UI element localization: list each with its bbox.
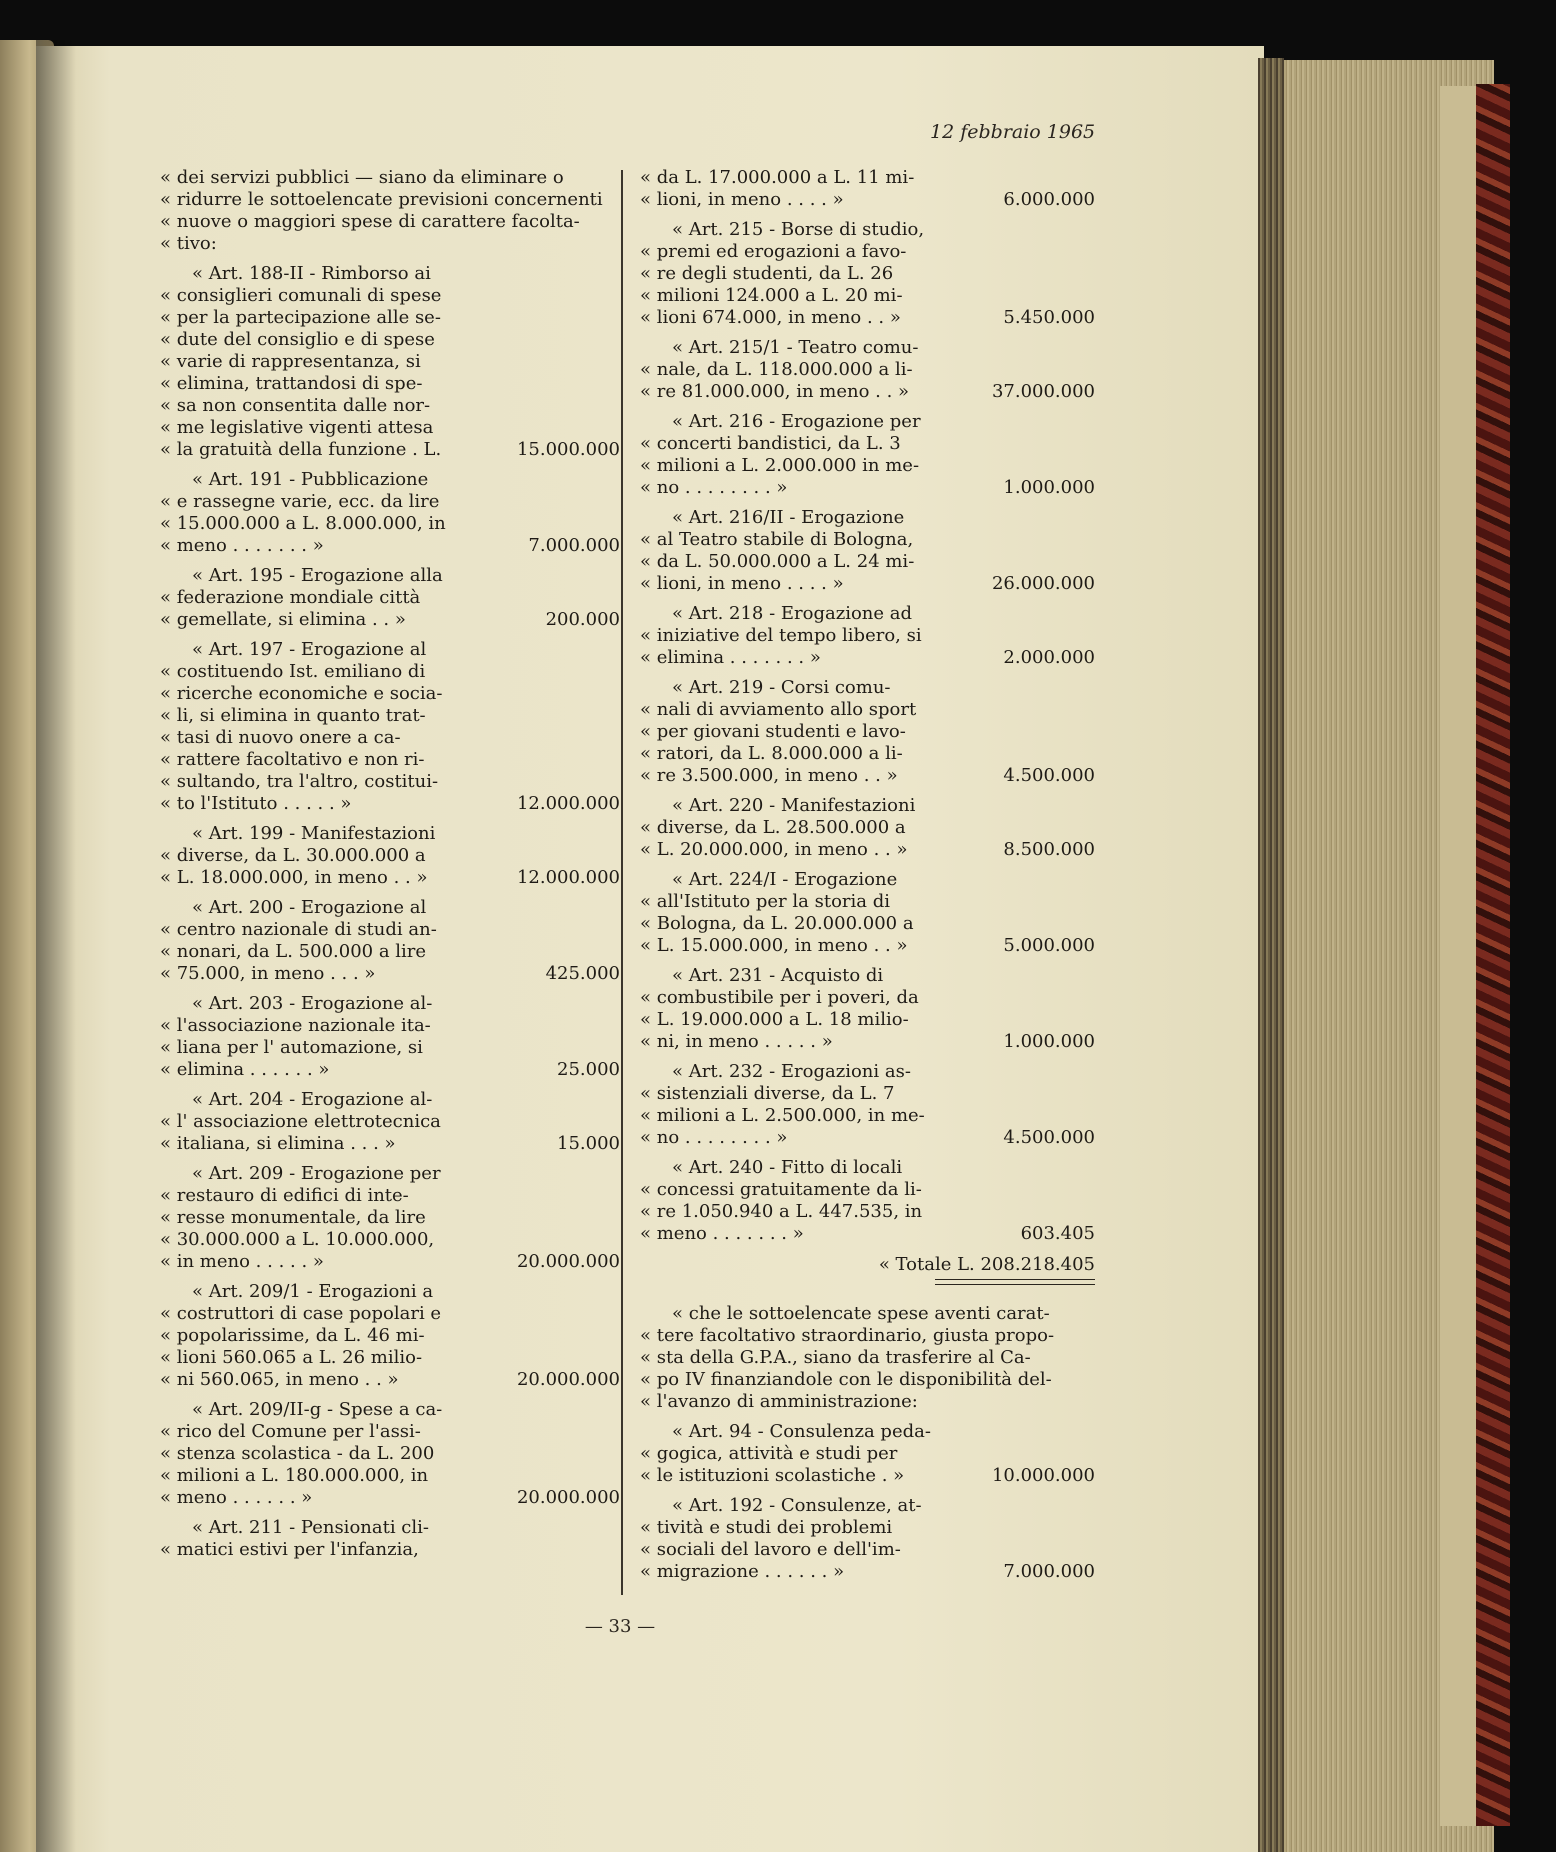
entry-amount: 425.000 (545, 963, 620, 984)
entry-line (160, 1347, 620, 1369)
entry-line (160, 639, 620, 661)
entry-amount: 5.450.000 (1003, 307, 1095, 328)
budget-entry (640, 965, 1095, 1053)
entry-line (640, 839, 1095, 861)
entry-line (640, 337, 1095, 359)
entry-amount: 20.000.000 (516, 1487, 620, 1508)
entry-text: « concessi gratuitamente da li- (640, 1179, 922, 1200)
entry-text: « all'Istituto per la storia di (640, 891, 890, 912)
entry-text: « Art. 204 - Erogazione al- (192, 1089, 433, 1110)
entry-text: « dute del consiglio e di spese (160, 329, 435, 350)
entry-text: « Art. 231 - Acquisto di (672, 965, 884, 986)
entry-text: « Art. 192 - Consulenze, at- (672, 1495, 922, 1516)
entry-text: « re 81.000.000, in meno . . » (640, 381, 910, 402)
entry-text: « meno . . . . . . . » (640, 1223, 804, 1244)
entry-text: « stenza scolastica - da L. 200 (160, 1443, 435, 1464)
entry-line (640, 743, 1095, 765)
entry-text: « Art. 215/1 - Teatro comu- (672, 337, 919, 358)
entry-line (640, 551, 1095, 573)
entry-amount: 20.000.000 (516, 1369, 620, 1390)
page-gutter-shadow (36, 40, 76, 1852)
entry-line (160, 845, 620, 867)
entry-line (160, 661, 620, 683)
entry-line (640, 285, 1095, 307)
budget-entry (640, 1061, 1095, 1149)
entry-text: « elimina . . . . . . . » (640, 647, 821, 668)
entry-text: « 15.000.000 a L. 8.000.000, in (160, 513, 446, 534)
entry-line (640, 1179, 1095, 1201)
entry-line (640, 1157, 1095, 1179)
entry-text: « da L. 17.000.000 a L. 11 mi- (640, 167, 915, 188)
entry-text: « ricerche economiche e socia- (160, 683, 443, 704)
entry-text: « ratori, da L. 8.000.000 a li- (640, 743, 903, 764)
entry-text: « nali di avviamento allo sport (640, 699, 917, 720)
entry-text: « lioni 674.000, in meno . . » (640, 307, 901, 328)
entry-text: « sultando, tra l'altro, costitui- (160, 771, 439, 792)
entry-text: « costruttori di case popolari e (160, 1303, 442, 1324)
budget-entry (160, 1281, 620, 1391)
entry-text: « re 1.050.940 a L. 447.535, in (640, 1201, 923, 1222)
entry-line (160, 705, 620, 727)
entry-text: « sistenziali diverse, da L. 7 (640, 1083, 895, 1104)
entry-line (160, 1517, 620, 1539)
entry-text: « gogica, attività e studi per (640, 1443, 898, 1464)
entry-text: « ni 560.065, in meno . . » (160, 1369, 399, 1390)
budget-entry (640, 1157, 1095, 1245)
budget-entry (160, 993, 620, 1081)
entry-line (160, 373, 620, 395)
entry-line (640, 1517, 1095, 1539)
entry-amount: 2.000.000 (1003, 647, 1095, 668)
entry-text: « lioni 560.065 a L. 26 milio- (160, 1347, 423, 1368)
budget-entry (640, 507, 1095, 595)
entry-line (160, 683, 620, 705)
entry-amount: 7.000.000 (1003, 1561, 1095, 1582)
entry-text: « nale, da L. 118.000.000 a li- (640, 359, 913, 380)
entry-line (640, 817, 1095, 839)
entry-text: « L. 20.000.000, in meno . . » (640, 839, 908, 860)
entry-line (160, 919, 620, 941)
budget-entry (640, 167, 1095, 211)
column-divider (621, 170, 623, 1595)
entry-line (160, 771, 620, 793)
budget-entry (640, 1421, 1095, 1487)
entry-line (160, 1015, 620, 1037)
entry-text: « sociali del lavoro e dell'im- (640, 1539, 901, 1560)
budget-entry (640, 869, 1095, 957)
entry-amount: 6.000.000 (1003, 189, 1095, 210)
entry-line (640, 1539, 1095, 1561)
entry-line (640, 307, 1095, 329)
entry-text: « Art. 215 - Borse di studio, (672, 219, 925, 240)
entry-line (160, 823, 620, 845)
entry-text: « Art. 188-II - Rimborso ai (192, 263, 431, 284)
entry-line (640, 765, 1095, 787)
entry-line (160, 417, 620, 439)
entry-line (160, 993, 620, 1015)
entry-amount: 603.405 (1020, 1223, 1095, 1244)
entry-text: « Art. 232 - Erogazioni as- (672, 1061, 911, 1082)
entry-line (160, 1303, 620, 1325)
entry-line (640, 1009, 1095, 1031)
budget-entry (640, 1495, 1095, 1583)
paragraph-line: « ridurre le sottoelencate previsioni concernenti (160, 189, 603, 210)
entry-text: « rattere facoltativo e non ri- (160, 749, 425, 770)
entry-amount: 12.000.000 (516, 793, 620, 814)
entry-line (160, 1281, 620, 1303)
entry-text: « Art. 220 - Manifestazioni (672, 795, 916, 816)
intro-paragraph (160, 167, 620, 255)
entry-text: « Bologna, da L. 20.000.000 a (640, 913, 914, 934)
budget-entry (160, 263, 620, 461)
entry-text: « meno . . . . . . . » (160, 535, 324, 556)
budget-entry (160, 565, 620, 631)
paragraph-line: « tivo: (160, 233, 217, 254)
entry-amount: 8.500.000 (1003, 839, 1095, 860)
entry-text: « L. 15.000.000, in meno . . » (640, 935, 908, 956)
total-line: « Totale L. 208.218.405 (878, 1254, 1095, 1275)
entry-line (160, 395, 620, 417)
paragraph-line: « tere facoltativo straordinario, giusta propo- (640, 1325, 1055, 1346)
entry-line (640, 935, 1095, 957)
entry-line (160, 1369, 620, 1391)
entry-line (160, 941, 620, 963)
entry-text: « Art. 216/II - Erogazione (672, 507, 905, 528)
entry-text: « resse monumentale, da lire (160, 1207, 426, 1228)
entry-line (640, 1421, 1095, 1443)
entry-line (160, 535, 620, 557)
budget-entry (160, 1163, 620, 1273)
entry-text: « gemellate, si elimina . . » (160, 609, 406, 630)
entry-line (160, 963, 620, 985)
budget-entry (640, 411, 1095, 499)
entry-text: « sa non consentita dalle nor- (160, 395, 431, 416)
entry-text: « Art. 203 - Erogazione al- (192, 993, 433, 1014)
entry-text: « no . . . . . . . . » (640, 477, 788, 498)
entry-text: « Art. 209/II-g - Spese a ca- (192, 1399, 443, 1420)
entry-line (640, 1223, 1095, 1245)
entry-line (640, 529, 1095, 551)
entry-line (640, 411, 1095, 433)
entry-text: « lioni, in meno . . . . » (640, 189, 844, 210)
entry-line (160, 1059, 620, 1081)
entry-line (160, 1163, 620, 1185)
entry-line (160, 1089, 620, 1111)
entry-line (640, 241, 1095, 263)
entry-line (640, 381, 1095, 403)
entry-text: « combustibile per i poveri, da (640, 987, 919, 1008)
entry-line (640, 359, 1095, 381)
book-block-end (1440, 86, 1476, 1826)
entry-line (640, 625, 1095, 647)
entry-text: « L. 18.000.000, in meno . . » (160, 867, 428, 888)
entry-text: « elimina . . . . . . » (160, 1059, 330, 1080)
entry-line (160, 329, 620, 351)
entry-text: « Art. 218 - Erogazione ad (672, 603, 913, 624)
entry-line (640, 167, 1095, 189)
entry-line (640, 795, 1095, 817)
entry-line (160, 867, 620, 889)
entry-text: « Art. 191 - Pubblicazione (192, 469, 429, 490)
entry-text: « consiglieri comunali di spese (160, 285, 442, 306)
entry-line (160, 1229, 620, 1251)
entry-line (640, 913, 1095, 935)
entry-text: « Art. 209/1 - Erogazioni a (192, 1281, 434, 1302)
entry-text: « lioni, in meno . . . . » (640, 573, 844, 594)
book-cover-marbled (1476, 84, 1510, 1826)
entry-text: « diverse, da L. 28.500.000 a (640, 817, 906, 838)
entry-text: « iniziative del tempo libero, si (640, 625, 922, 646)
entry-amount: 25.000 (557, 1059, 620, 1080)
entry-line (160, 897, 620, 919)
entry-line (640, 455, 1095, 477)
entry-line (160, 565, 620, 587)
total-double-rule (935, 1279, 1095, 1285)
entry-text: « milioni a L. 2.500.000, in me- (640, 1105, 925, 1126)
left-column (160, 167, 620, 1569)
entry-text: « Art. 240 - Fitto di locali (672, 1157, 903, 1178)
entry-text: « concerti bandistici, da L. 3 (640, 433, 901, 454)
entry-text: « centro nazionale di studi an- (160, 919, 437, 940)
entry-text: « la gratuità della funzione . L. (160, 439, 442, 460)
entry-line (640, 477, 1095, 499)
entry-line (640, 721, 1095, 743)
entry-line (640, 573, 1095, 595)
entry-amount: 37.000.000 (991, 381, 1095, 402)
entry-text: « L. 19.000.000 a L. 18 milio- (640, 1009, 909, 1030)
entry-amount: 12.000.000 (516, 867, 620, 888)
entry-line (640, 433, 1095, 455)
paragraph-line: « po IV finanziandole con le disponibilità del- (640, 1369, 1052, 1390)
entry-text: « Art. 94 - Consulenza peda- (672, 1421, 931, 1442)
entry-text: « Art. 219 - Corsi comu- (672, 677, 891, 698)
entry-text: « premi ed erogazioni a favo- (640, 241, 907, 262)
entry-text: « e rassegne varie, ecc. da lire (160, 491, 440, 512)
entry-line (640, 1127, 1095, 1149)
entry-line (160, 1251, 620, 1273)
entry-line (160, 587, 620, 609)
entry-line (160, 1133, 620, 1155)
entry-line (160, 1487, 620, 1509)
entry-text: « da L. 50.000.000 a L. 24 mi- (640, 551, 915, 572)
entry-text: « matici estivi per l'infanzia, (160, 1539, 419, 1560)
entry-line (160, 263, 620, 285)
budget-entry (160, 823, 620, 889)
entry-line (160, 1185, 620, 1207)
entry-text: « liana per l' automazione, si (160, 1037, 423, 1058)
paragraph-line: « nuove o maggiori spese di carattere facolta- (160, 211, 580, 232)
transfer-paragraph (640, 1303, 1095, 1413)
paragraph-line: « che le sottoelencate spese aventi carat- (672, 1303, 1050, 1324)
entry-text: « Art. 216 - Erogazione per (672, 411, 921, 432)
entry-line (160, 1465, 620, 1487)
entry-amount: 5.000.000 (1003, 935, 1095, 956)
budget-entry (160, 897, 620, 985)
entry-line (640, 699, 1095, 721)
entry-text: « varie di rappresentanza, si (160, 351, 421, 372)
entry-text: « elimina, trattandosi di spe- (160, 373, 423, 394)
entry-text: « per giovani studenti e lavo- (640, 721, 906, 742)
entry-amount: 10.000.000 (991, 1465, 1095, 1486)
entry-text: « me legislative vigenti attesa (160, 417, 434, 438)
header-date: 12 febbraio 1965 (930, 121, 1096, 143)
page-number: — 33 — (584, 1616, 656, 1637)
entry-line (640, 263, 1095, 285)
budget-entry (640, 337, 1095, 403)
entry-line (640, 219, 1095, 241)
entry-amount: 20.000.000 (516, 1251, 620, 1272)
entry-text: « milioni a L. 2.000.000 in me- (640, 455, 920, 476)
entry-line (160, 1539, 620, 1561)
entry-text: « milioni 124.000 a L. 20 mi- (640, 285, 903, 306)
entry-text: « per la partecipazione alle se- (160, 307, 441, 328)
budget-entry (640, 219, 1095, 329)
paragraph-line: « l'avanzo di amministrazione: (640, 1391, 918, 1412)
entry-text: « tività e studi dei problemi (640, 1517, 893, 1538)
entry-line (160, 307, 620, 329)
entry-text: « li, si elimina in quanto trat- (160, 705, 426, 726)
entry-text: « milioni a L. 180.000.000, in (160, 1465, 429, 1486)
entry-text: « nonari, da L. 500.000 a lire (160, 941, 427, 962)
entry-line (160, 1399, 620, 1421)
entry-text: « federazione mondiale città (160, 587, 421, 608)
entry-line (160, 1111, 620, 1133)
entry-line (640, 1061, 1095, 1083)
entry-text: « to l'Istituto . . . . . » (160, 793, 352, 814)
entry-line (160, 727, 620, 749)
entry-line (640, 987, 1095, 1009)
entry-text: « ni, in meno . . . . . » (640, 1031, 833, 1052)
entry-text: « 75.000, in meno . . . » (160, 963, 376, 984)
entry-text: « re 3.500.000, in meno . . » (640, 765, 898, 786)
entry-amount: 4.500.000 (1003, 765, 1095, 786)
entry-amount: 15.000.000 (516, 439, 620, 460)
entry-text: « no . . . . . . . . » (640, 1127, 788, 1148)
entry-text: « Art. 224/I - Erogazione (672, 869, 898, 890)
entry-line (640, 1465, 1095, 1487)
entry-text: « popolarissime, da L. 46 mi- (160, 1325, 425, 1346)
entry-amount: 7.000.000 (528, 535, 620, 556)
budget-entry (640, 677, 1095, 787)
entry-line (160, 351, 620, 373)
entry-line (160, 1037, 620, 1059)
entry-line (640, 647, 1095, 669)
entry-line (160, 1207, 620, 1229)
entry-line (640, 1031, 1095, 1053)
entry-line (640, 1105, 1095, 1127)
entry-line (640, 869, 1095, 891)
entry-line (160, 793, 620, 815)
entry-line (640, 1443, 1095, 1465)
page-edges (1258, 58, 1284, 1852)
entry-text: « Art. 195 - Erogazione alla (192, 565, 443, 586)
entry-text: « le istituzioni scolastiche . » (640, 1465, 905, 1486)
budget-entry (160, 469, 620, 557)
entry-amount: 1.000.000 (1003, 477, 1095, 498)
entry-line (160, 439, 620, 461)
paragraph-line: « dei servizi pubblici — siano da eliminare o (160, 167, 564, 188)
entry-text: « Art. 200 - Erogazione al (192, 897, 427, 918)
entry-line (160, 491, 620, 513)
budget-entry (640, 795, 1095, 861)
entry-text: « tasi di nuovo onere a ca- (160, 727, 401, 748)
entry-line (640, 189, 1095, 211)
entry-amount: 200.000 (545, 609, 620, 630)
entry-text: « re degli studenti, da L. 26 (640, 263, 894, 284)
entry-line (640, 603, 1095, 625)
entry-text: « Art. 209 - Erogazione per (192, 1163, 441, 1184)
right-column (640, 167, 1095, 1591)
entry-text: « migrazione . . . . . . » (640, 1561, 845, 1582)
budget-entry (640, 603, 1095, 669)
entry-text: « al Teatro stabile di Bologna, (640, 529, 914, 550)
entry-text: « Art. 197 - Erogazione al (192, 639, 427, 660)
entry-line (160, 513, 620, 535)
entry-amount: 4.500.000 (1003, 1127, 1095, 1148)
entry-line (640, 507, 1095, 529)
entry-text: « meno . . . . . . » (160, 1487, 313, 1508)
entry-text: « l'associazione nazionale ita- (160, 1015, 431, 1036)
budget-entry (160, 1517, 620, 1561)
entry-line (160, 285, 620, 307)
paragraph-line: « sta della G.P.A., siano da trasferire al Ca- (640, 1347, 1031, 1368)
entry-line (640, 965, 1095, 987)
entry-text: « in meno . . . . . » (160, 1251, 324, 1272)
entry-line (640, 891, 1095, 913)
entry-line (160, 1443, 620, 1465)
entry-line (640, 1201, 1095, 1223)
budget-entry (160, 639, 620, 815)
entry-line (640, 677, 1095, 699)
budget-entry (160, 1399, 620, 1509)
entry-text: « diverse, da L. 30.000.000 a (160, 845, 426, 866)
entry-amount: 26.000.000 (991, 573, 1095, 594)
entry-line (640, 1561, 1095, 1583)
entry-line (640, 1083, 1095, 1105)
entry-line (160, 609, 620, 631)
entry-line (640, 1495, 1095, 1517)
entry-text: « rico del Comune per l'assi- (160, 1421, 421, 1442)
entry-text: « italiana, si elimina . . . » (160, 1133, 396, 1154)
entry-line (160, 1421, 620, 1443)
entry-line (160, 749, 620, 771)
entry-text: « restauro di edifici di inte- (160, 1185, 409, 1206)
entry-text: « costituendo Ist. emiliano di (160, 661, 426, 682)
entry-amount: 1.000.000 (1003, 1031, 1095, 1052)
entry-amount: 15.000 (557, 1133, 620, 1154)
entry-line (160, 469, 620, 491)
entry-text: « 30.000.000 a L. 10.000.000, (160, 1229, 435, 1250)
entry-line (160, 1325, 620, 1347)
entry-text: « Art. 211 - Pensionati cli- (192, 1517, 429, 1538)
entry-text: « Art. 199 - Manifestazioni (192, 823, 436, 844)
entry-text: « l' associazione elettrotecnica (160, 1111, 441, 1132)
budget-entry (160, 1089, 620, 1155)
